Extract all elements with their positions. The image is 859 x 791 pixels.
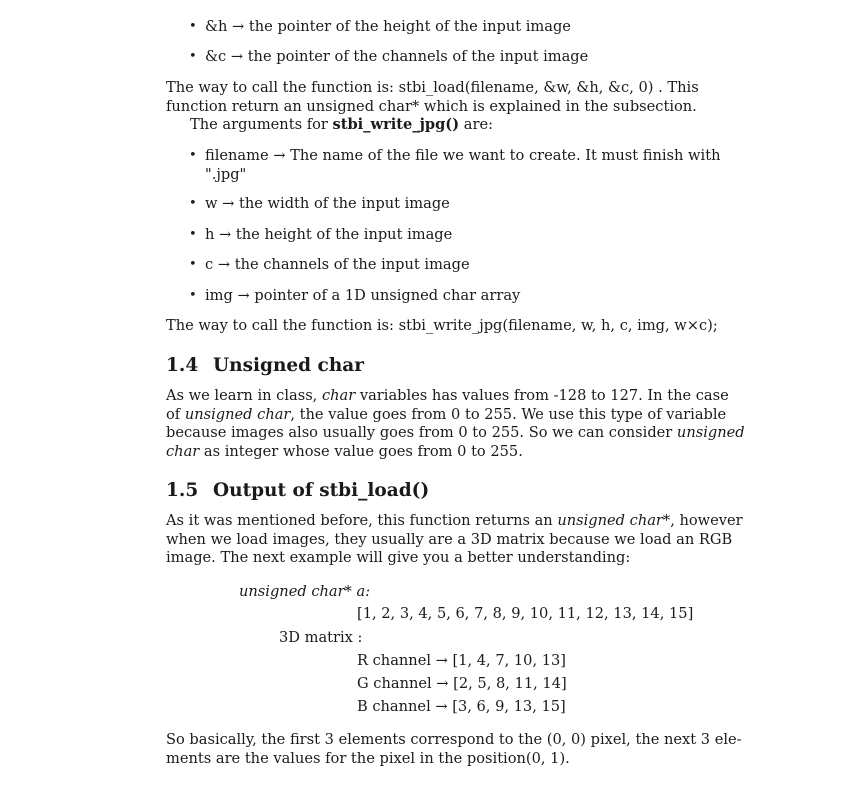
list-item-desc: the width of the input image — [239, 195, 450, 212]
bullet-dot: • — [189, 49, 197, 64]
emphasis: unsigned — [676, 424, 745, 441]
text-span: because images also usually goes from 0 to 255. So we can consider — [166, 424, 677, 441]
list-item — [205, 18, 571, 37]
bullet-dot: • — [189, 19, 197, 34]
paragraph-line: image. The next example will give you a better understanding: — [166, 549, 631, 566]
text-span: variables has values from -128 to 127. In the case — [355, 387, 729, 404]
r-channel: R channel → [1, 4, 7, 10, 13] — [357, 652, 567, 669]
paragraph-line: when we load images, they usually are a 3D matrix because we load an RGB — [166, 530, 733, 548]
text-span: of — [166, 405, 185, 423]
paragraph-line — [166, 512, 743, 531]
list-item-term: filename — [205, 147, 269, 164]
arrow-icon: → — [232, 18, 245, 35]
emphasis: unsigned char — [184, 405, 291, 423]
paragraph-line — [166, 387, 729, 406]
list-item — [205, 48, 588, 67]
bullet-dot: • — [189, 227, 197, 242]
text-span: As it was mentioned before, this function returns an — [166, 512, 558, 529]
list-item-desc: the height of the input image — [235, 226, 453, 243]
g-channel: G channel → [2, 5, 8, 11, 14] — [357, 675, 567, 692]
section-paragraph — [166, 387, 745, 461]
text-span: , however — [670, 512, 743, 529]
arrow-icon: → — [217, 256, 231, 273]
section-title: Unsigned char — [213, 355, 365, 376]
emphasis: char — [321, 387, 356, 404]
write-args-intro — [190, 116, 493, 135]
bullet-dot: • — [189, 196, 197, 211]
closing-paragraph — [166, 731, 742, 768]
paragraph-line: ments are the values for the pixel in the position(0, 1). — [166, 749, 570, 767]
function-name: stbi_write_jpg() — [332, 116, 460, 133]
list-item — [205, 147, 721, 184]
list-item-desc: the channels of the input image — [234, 256, 470, 273]
list-item-term: h — [205, 226, 215, 243]
matrix-label: 3D matrix : — [279, 629, 363, 646]
example-label: unsigned char* a: — [239, 583, 371, 600]
emphasis: char — [166, 442, 200, 460]
paragraph-line — [166, 405, 727, 425]
list-item-term: img — [205, 287, 233, 304]
list-item-term: &c — [205, 48, 227, 65]
text-span: . This — [658, 79, 699, 96]
b-channel: B channel → [3, 6, 9, 13, 15] — [357, 698, 566, 715]
arrow-icon: → — [237, 287, 250, 304]
bullet-dot: • — [189, 288, 197, 303]
list-item — [205, 287, 520, 306]
list-item-term: w — [205, 195, 218, 212]
list-item — [205, 226, 452, 245]
section-title: Output of stbi_load() — [213, 480, 430, 501]
list-item-term: c — [205, 256, 214, 273]
paragraph-line — [166, 79, 699, 98]
list-item — [205, 195, 450, 214]
arrow-icon: → — [273, 147, 286, 164]
section-heading — [166, 357, 364, 376]
text-span: are: — [459, 116, 493, 133]
paragraph-line — [166, 443, 693, 462]
emphasis: unsigned char* — [557, 512, 671, 529]
arrow-icon: → — [219, 226, 232, 243]
list-item — [205, 256, 470, 275]
list-item-desc: the pointer of the height of the input image — [248, 18, 571, 35]
list-item-term: &h — [205, 18, 228, 35]
bullet-dot: • — [189, 257, 197, 272]
paragraph-line — [166, 424, 745, 443]
text-span: The arguments for — [190, 116, 333, 133]
text-span: The way to call the function is: — [166, 79, 399, 96]
list-item-desc: the pointer of the channels of the input image — [247, 48, 589, 65]
list-item-desc: ".jpg" — [205, 165, 247, 183]
arrow-icon: → — [222, 195, 235, 212]
list-item-line — [205, 147, 721, 166]
paragraph-line: function return an unsigned char* which is explained in the subsection. — [166, 97, 697, 115]
code-span: stbi_load(filename, &w, &h, &c, 0) — [398, 79, 654, 96]
section-number: 1.5 — [166, 480, 199, 501]
text-span: , the value goes from 0 to 255. We use this type of variable — [290, 405, 727, 423]
section-number: 1.4 — [166, 355, 199, 376]
list-item-desc: The name of the file we want to create. It must finish with — [290, 147, 721, 164]
section-heading — [166, 482, 429, 501]
example-array: [1, 2, 3, 4, 5, 6, 7, 8, 9, 10, 11, 12, 13, 14, 15] — [357, 605, 694, 622]
text-span: As we learn in class, — [166, 387, 322, 404]
call-load-paragraph — [166, 79, 699, 116]
list-item-desc: pointer of a 1D unsigned char array — [254, 287, 521, 304]
bullet-dot: • — [189, 148, 197, 163]
text-span: as integer whose value goes from 0 to 255. — [199, 442, 523, 460]
arrow-icon: → — [230, 48, 244, 65]
section-paragraph — [166, 512, 743, 568]
call-write-paragraph: The way to call the function is: stbi_write_jpg(filename, w, h, c, img, w×c); — [166, 317, 718, 334]
paragraph-line: So basically, the first 3 elements correspond to the (0, 0) pixel, the next 3 ele- — [166, 731, 742, 748]
